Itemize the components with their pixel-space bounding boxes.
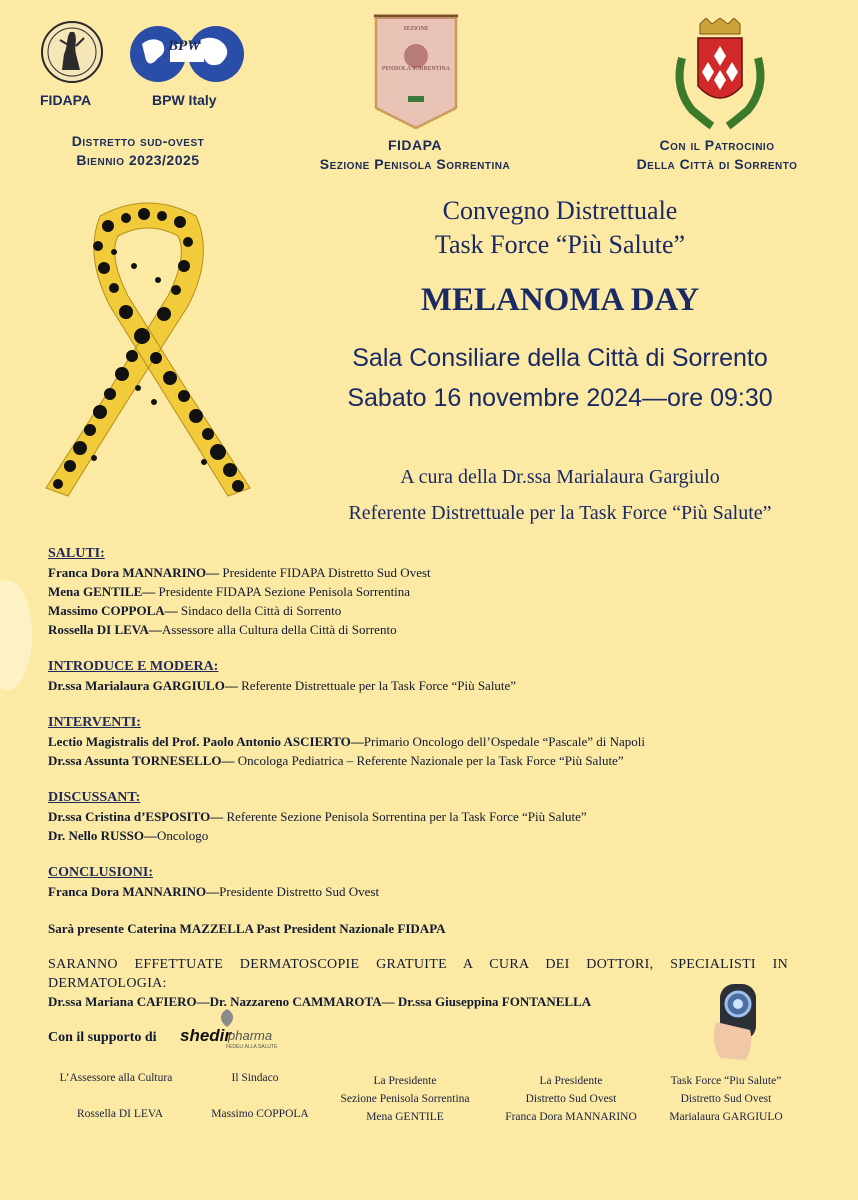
signature-assessore — [50, 1072, 182, 1084]
patronage-line2: Della Città di Sorrento — [636, 156, 798, 172]
speaker-role: Oncologo — [156, 828, 209, 843]
bpw-label: BPW Italy — [152, 92, 217, 108]
bpw-logo — [128, 24, 246, 86]
speaker-name: Rossella DI LEVA— — [48, 622, 162, 637]
signature-title: L’Assessore alla Cultura — [59, 1072, 173, 1084]
speaker-name: Mena GENTILE— — [48, 584, 156, 599]
sponsor-name-bold: shedir — [180, 1026, 232, 1045]
signature-name: Mena GENTILE — [366, 1111, 444, 1123]
fidapa-label: FIDAPA — [40, 92, 92, 108]
program-line — [48, 582, 808, 601]
speaker-role: Presidente FIDAPA Distretto Sud Ovest — [219, 565, 431, 580]
signature-subtitle: Distretto Sud Ovest — [680, 1093, 772, 1105]
fidapa-logo — [40, 20, 104, 84]
section-heading: SALUTI: — [48, 546, 105, 561]
signature-subtitle: Sezione Penisola Sorrentina — [340, 1093, 470, 1105]
signature-title: La Presidente — [539, 1075, 603, 1087]
dermatoscope-device-image — [706, 982, 768, 1062]
shedir-pharma-logo — [180, 1008, 290, 1048]
section-introduce — [48, 657, 808, 695]
banner-text-section: SEZIONE — [403, 26, 429, 32]
program-line — [48, 620, 808, 639]
speaker-role: Sindaco della Città di Sorrento — [177, 603, 342, 618]
program — [48, 544, 808, 938]
program-line — [48, 826, 808, 845]
speaker-name: Dr.ssa Marialaura GARGIULO— — [48, 678, 238, 693]
center-label — [290, 136, 540, 174]
support-label: Con il supporto di — [48, 1030, 157, 1045]
program-line — [48, 807, 808, 826]
program-line — [48, 751, 808, 770]
program-line — [48, 563, 808, 582]
sorrento-crest-logo — [672, 18, 768, 132]
speaker-name: Franca Dora MANNARINO— — [48, 565, 220, 580]
bpw-mark: BPW — [168, 38, 201, 54]
center-line1: FIDAPA — [387, 137, 443, 153]
speaker-name: Dr. Nello RUSSO— — [48, 828, 157, 843]
decorative-edge-circle — [0, 580, 32, 690]
signature-presidente-distretto — [498, 1072, 644, 1126]
section-heading: INTRODUCE E MODERA: — [48, 659, 219, 674]
section-discussant — [48, 788, 808, 845]
sponsor-name-light: pharma — [228, 1028, 273, 1043]
section-heading: INTERVENTI: — [48, 715, 141, 730]
speaker-role: Referente Sezione Penisola Sorrentina per la Task Force “Più Salute” — [223, 809, 587, 824]
signature-presidente-sezione — [330, 1072, 480, 1126]
signature-name: Marialaura GARGIULO — [669, 1111, 783, 1123]
event-datetime: Sabato 16 novembre 2024—ore 09:30 — [347, 384, 773, 412]
center-line2: Sezione Penisola Sorrentina — [319, 156, 511, 172]
signature-subtitle: Distretto Sud Ovest — [525, 1093, 617, 1105]
dermatology-notice: SARANNO EFFETTUATE DERMATOSCOPIE GRATUITE A CURA DEI DOTTORI, SPECIALISTI IN DERMATOLOGIA: — [48, 957, 788, 991]
program-line — [48, 676, 808, 695]
district-line2: Biennio 2023/2025 — [76, 152, 200, 168]
program-line — [48, 882, 808, 901]
patronage-label — [612, 136, 822, 174]
speaker-role: Oncologa Pediatrica – Referente Nazionale per la Task Force “Più Salute” — [234, 753, 624, 768]
speaker-name: Dr.ssa Cristina d’ESPOSITO— — [48, 809, 224, 824]
signature-title: Task Force “Piu Salute” — [670, 1075, 782, 1087]
section-conclusioni — [48, 863, 808, 901]
event-line2: Task Force “Più Salute” — [434, 230, 686, 259]
section-heading: CONCLUSIONI: — [48, 865, 154, 880]
speaker-name: Franca Dora MANNARINO— — [48, 884, 220, 899]
program-line — [48, 601, 808, 620]
district-label — [48, 132, 228, 170]
speaker-role: Presidente Distretto Sud Ovest — [219, 884, 380, 899]
event-line1: Convegno Distrettuale — [442, 196, 678, 225]
signature-task-force — [656, 1072, 796, 1126]
signature-assessore-name: Rossella DI LEVA — [76, 1108, 164, 1120]
signature-title: Il Sindaco — [231, 1072, 279, 1084]
sponsor-tagline: FEDELI ALLA SALUTE — [226, 1044, 278, 1050]
section-heading: DISCUSSANT: — [48, 790, 141, 805]
shedir-leaf-icon — [216, 1008, 238, 1028]
speaker-role: Referente Distrettuale per la Task Force “Più Salute” — [237, 678, 517, 693]
dermatology-doctors: Dr.ssa Mariana CAFIERO—Dr. Nazzareno CAMMAROTA— Dr.ssa Giuseppina FONTANELLA — [48, 994, 592, 1009]
speaker-role: Primario Oncologo dell’Ospedale “Pascale” di Napoli — [363, 734, 645, 749]
banner-text-penisola: PENISOLA SORRENTINA — [381, 66, 451, 72]
curated-by: A cura della Dr.ssa Marialaura Gargiulo — [400, 466, 720, 488]
speaker-role: Assessore alla Cultura della Città di Sorrento — [161, 622, 397, 637]
patronage-line1: Con il Patrocinio — [659, 137, 775, 153]
speaker-name: Dr.ssa Assunta TORNESELLO— — [48, 753, 235, 768]
district-line1: Distretto sud-ovest — [71, 133, 205, 149]
signature-name: Franca Dora MANNARINO — [505, 1111, 637, 1123]
melanoma-ribbon-image — [38, 196, 258, 521]
speaker-name: Massimo COPPOLA— — [48, 603, 178, 618]
section-interventi — [48, 713, 808, 770]
speaker-role: Presidente FIDAPA Sezione Penisola Sorrentina — [155, 584, 411, 599]
signature-sindaco-name: Massimo COPPOLA — [211, 1108, 309, 1120]
section-saluti — [48, 544, 808, 639]
signature-sindaco — [200, 1072, 310, 1084]
curator-role: Referente Distrettuale per la Task Force “Più Salute” — [348, 502, 772, 524]
event-venue: Sala Consiliare della Città di Sorrento — [352, 344, 768, 372]
program-line — [48, 732, 808, 751]
signature-title: La Presidente — [373, 1075, 437, 1087]
speaker-name: Lectio Magistralis del Prof. Paolo Antonio ASCIERTO— — [48, 734, 364, 749]
presence-note: Sarà presente Caterina MAZZELLA Past President Nazionale FIDAPA — [48, 921, 446, 936]
event-title: MELANOMA DAY — [420, 282, 700, 318]
